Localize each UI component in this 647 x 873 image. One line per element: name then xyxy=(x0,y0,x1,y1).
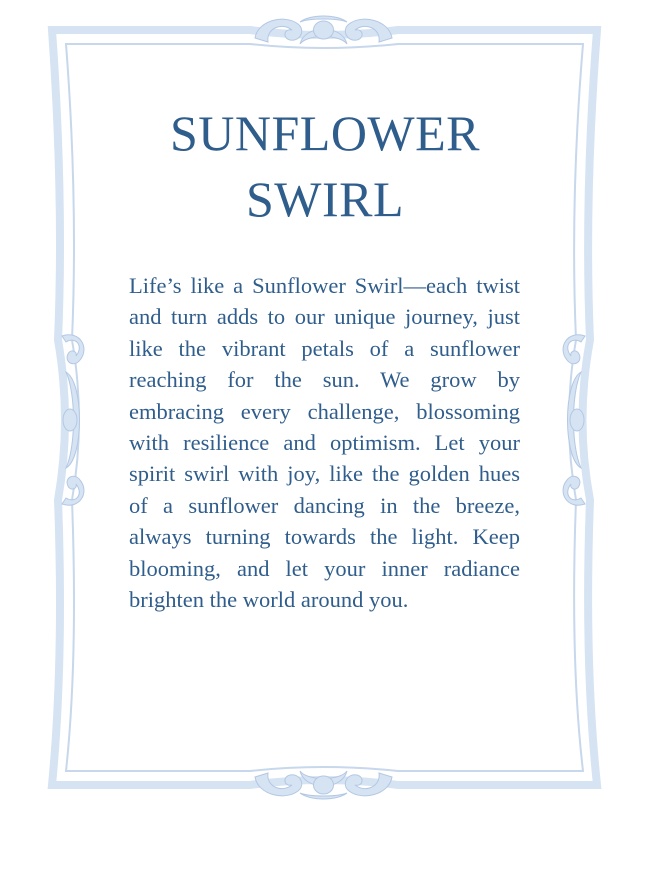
card-title-line-1: SUNFLOWER xyxy=(169,105,481,161)
card-title xyxy=(110,100,540,232)
left-ornament xyxy=(62,335,84,505)
right-ornament xyxy=(563,335,585,505)
card-body-text: Life’s like a Sunflower Swirl—each twist and turn adds to our unique journey, just like the vibrant petals of a sunflower reaching for the sun. We grow by embracing every challenge, blossoming with resilience and optimism. Let your spirit swirl with joy, like the golden hues of a sunflower dancing in the breeze, always turning towards the light. Keep blooming, and let your inner radiance brighten the world around you. xyxy=(129,273,520,613)
card-title-line-2: SWIRL xyxy=(245,171,405,227)
